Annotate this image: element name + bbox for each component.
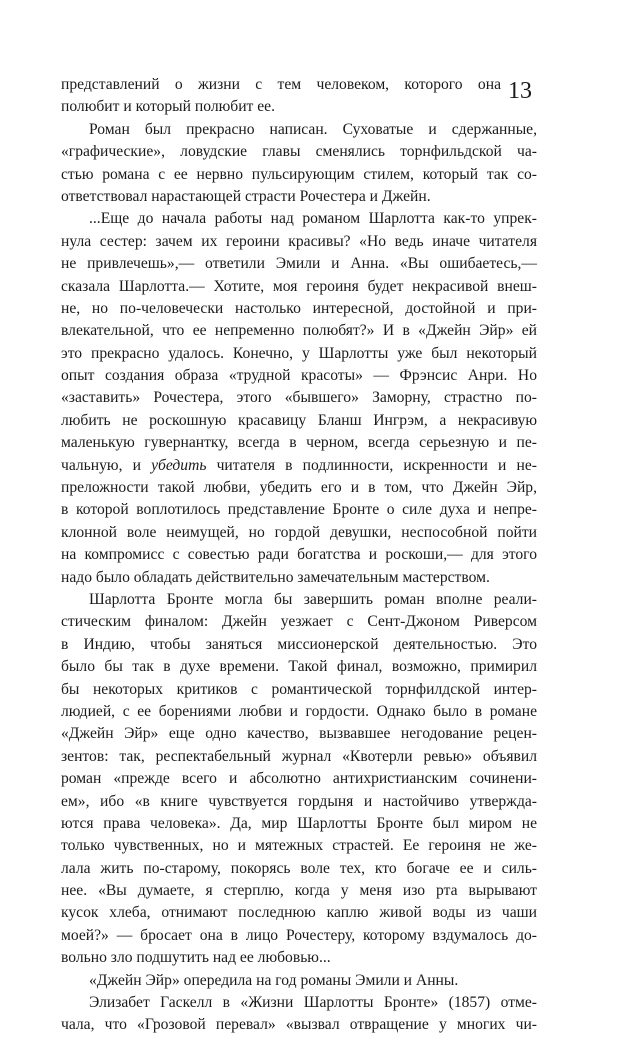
paragraph — [61, 208, 537, 589]
text-line: полюбит и который полюбит ее. — [61, 98, 276, 116]
text-line: чальную, и убедить читателя в подлинности, искренности и не- — [61, 456, 537, 474]
text-line: «графические», ловудские главы сменялись торнфильдской ча- — [61, 143, 537, 161]
text-line: только чувственных, но и мятежных страстей. Ее героиня не же- — [61, 837, 537, 855]
text-line: кусок хлеба, отнимают последнюю каплю живой воды из чаши — [61, 904, 537, 922]
text-line: влекательной, что ее непременно полюбят?» И в «Джейн Эйр» ей — [61, 322, 537, 340]
text-line: это прекрасно удалось. Конечно, у Шарлотты уже был некоторый — [61, 344, 537, 362]
text-line: ...Еще до начала работы над романом Шарлотта как-то упрек- — [89, 210, 537, 228]
text-line: сказала Шарлотта.— Хотите, моя героиня будет некрасивой внеш- — [61, 277, 537, 295]
text-line: преложности такой любви, убедить его и в том, что Джейн Эйр, — [61, 479, 537, 497]
text-line: в Индию, чтобы заняться миссионерской деятельностью. Это — [61, 635, 537, 653]
text-line: «заставить» Рочестера, этого «бывшего» Заморну, страстно по- — [61, 389, 537, 407]
body-text — [61, 74, 537, 1037]
text-line: Шарлотта Бронте могла бы завершить роман вполне реали- — [89, 590, 537, 608]
text-line: ются права человека». Да, мир Шарлотты Бронте был миром не — [61, 814, 537, 832]
text-line: «Джейн Эйр» опередила на год романы Эмили и Анны. — [89, 971, 459, 989]
text-line: Роман был прекрасно написан. Суховатые и сдержанные, — [89, 120, 537, 138]
text-line: чала, что «Грозовой перевал» «вызвал отвращение у многих чи- — [61, 1016, 537, 1034]
text-line: надо было обладать действительно замечательным мастерством. — [61, 568, 490, 586]
text-line: людией, с ее борениями любви и гордости. Однако было в романе — [61, 702, 537, 720]
text-line: опыт создания образа «трудной красоты» — Фрэнсис Анри. Но — [61, 367, 537, 385]
text-line: стическим финалом: Джейн уезжает с Сент-Джоном Риверсом — [61, 613, 537, 631]
text-line: на компромисс с совестью ради богатства и роскоши,— для этого — [61, 546, 537, 564]
text-line: маленькую гувернантку, всегда в черном, всегда серьезную и пе- — [61, 434, 537, 452]
text-line: клонной воле неимущей, но гордой девушки, неспособной пойти — [61, 523, 537, 541]
text-line: не, но по-человечески настолько интересной, достойной и при- — [61, 299, 537, 317]
paragraph — [61, 970, 537, 992]
paragraph — [61, 992, 537, 1037]
text-line: ем», ибо «в книге чувствуется гордыня и настойчиво утвержда- — [61, 792, 537, 810]
text-line: в которой воплотилось представление Бронте о силе духа и непре- — [61, 501, 537, 519]
text-line: лала жить по-старому, покорясь воле тех, кто богаче ее и силь- — [61, 859, 537, 877]
text-line: вольно зло подшутить над ее любовью... — [61, 949, 331, 967]
text-line: нула сестер: зачем их героини красивы? «Но ведь иначе читателя — [61, 232, 537, 250]
text-line: зентов: так, респектабельный журнал «Квотерли ревью» объявил — [61, 747, 537, 765]
text-line: любить не роскошную красавицу Бланш Ингрэм, а некрасивую — [61, 411, 537, 429]
emphasis-word: убедить — [151, 456, 207, 474]
text-line: моей?» — бросает она в лицо Рочестеру, которому вздумалось до- — [61, 926, 537, 944]
paragraph-continuation — [61, 74, 537, 119]
text-line: стью романа с ее нервно пульсирующим стилем, который так со- — [61, 165, 537, 183]
paragraph — [61, 589, 537, 970]
text-line: бы некоторых критиков с романтической торнфилдской интер- — [61, 680, 537, 698]
text-line: Элизабет Гаскелл в «Жизни Шарлотты Бронте» (1857) отме- — [89, 994, 537, 1012]
text-line: нее. «Вы думаете, я стерплю, когда у меня изо рта вырывают — [61, 882, 537, 900]
text-line: было бы так в духе времени. Такой финал, возможно, примирил — [61, 658, 537, 676]
paragraph — [61, 119, 537, 209]
page-number: 13 — [508, 78, 532, 104]
text-line: ответствовал нарастающей страсти Рочестера и Джейн. — [61, 187, 431, 205]
text-line: представлений о жизни с тем человеком, которого она — [61, 76, 501, 93]
text-line: «Джейн Эйр» еще одно качество, вызвавшее негодование рецен- — [61, 725, 537, 743]
text-line: не привлечешь»,— ответили Эмили и Анна. «Вы ошибаетесь,— — [61, 255, 537, 273]
text-line: роман «прежде всего и абсолютно антихристианским сочинени- — [61, 770, 537, 788]
